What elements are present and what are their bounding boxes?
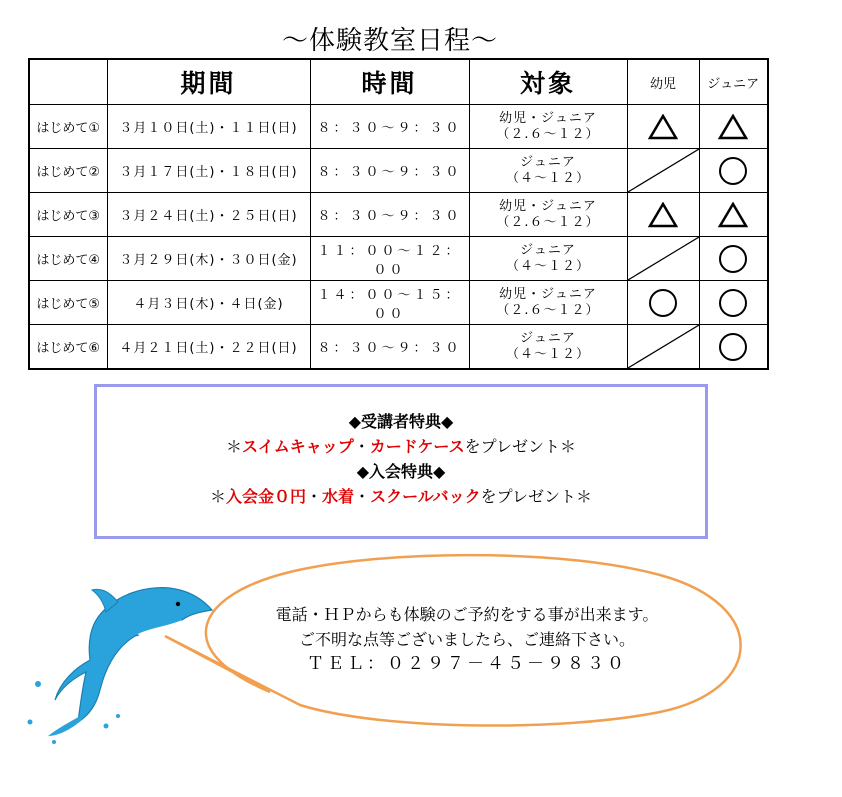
- header-target: 対象: [469, 59, 627, 105]
- benefit-prefix: ＊: [209, 487, 226, 506]
- session-label: はじめて④: [29, 237, 107, 281]
- session-dates: ３月２９日(木)・３０日(金): [107, 237, 310, 281]
- target-age: （４～１２）: [505, 346, 590, 362]
- target-age: （４～１２）: [505, 258, 590, 274]
- dolphin-icon: [28, 588, 213, 744]
- target-name: ジュニア: [520, 242, 576, 258]
- target-age: （２.６～１２）: [496, 214, 600, 230]
- header-junior: ジュニア: [699, 59, 768, 105]
- contact-message: [232, 602, 702, 677]
- session-label: はじめて⑤: [29, 281, 107, 325]
- header-period: 期間: [107, 59, 310, 105]
- benefit-suffix: をプレゼント＊: [464, 437, 576, 456]
- target-name: ジュニア: [520, 154, 576, 170]
- benefit-separator: ・: [353, 437, 370, 456]
- header-infant: 幼児: [627, 59, 699, 105]
- contact-line-2: ご不明な点等ございましたら、ご連絡下さい。: [298, 630, 635, 649]
- splash-drop-icon: [35, 681, 41, 687]
- benefit-suffix: をプレゼント＊: [480, 487, 592, 506]
- benefit-item: スクールバック: [370, 487, 481, 506]
- member-benefit-heading: ◆受講者特典◆: [348, 412, 454, 431]
- session-label: はじめて⑥: [29, 325, 107, 370]
- benefit-item: カードケース: [369, 437, 465, 456]
- join-benefit-heading: ◆入会特典◆: [356, 462, 446, 481]
- session-time: １４：００～１５：００: [310, 281, 469, 325]
- session-time: ８：３０～９：３０: [310, 105, 469, 149]
- benefit-item: スイムキャップ: [242, 437, 354, 456]
- session-label: はじめて②: [29, 149, 107, 193]
- session-dates: ４月３日(木)・４日(金): [107, 281, 310, 325]
- benefit-separator: ・: [354, 487, 371, 506]
- dolphin-tail: [48, 716, 82, 736]
- target-name: 幼児・ジュニア: [499, 286, 597, 302]
- target-name: 幼児・ジュニア: [499, 198, 597, 214]
- session-label: はじめて③: [29, 193, 107, 237]
- session-dates: ３月１０日(土)・１１日(日): [107, 105, 310, 149]
- benefit-item: 水着: [322, 487, 355, 506]
- splash-drop-icon: [116, 714, 120, 718]
- session-time: １１：００～１２：００: [310, 237, 469, 281]
- dolphin-eye: [176, 602, 180, 606]
- contact-phone: ＴＥＬ：０２９７－４５－９８３０: [307, 654, 627, 674]
- benefit-separator: ・: [306, 487, 323, 506]
- session-dates: ４月２１日(土)・２２日(日): [107, 325, 310, 370]
- header-time: 時間: [310, 59, 469, 105]
- target-age: （４～１２）: [505, 170, 590, 186]
- benefit-prefix: ＊: [226, 437, 243, 456]
- splash-drop-icon: [52, 740, 56, 744]
- session-dates: ３月１７日(土)・１８日(日): [107, 149, 310, 193]
- target-age: （２.６～１２）: [496, 126, 600, 142]
- session-time: ８：３０～９：３０: [310, 325, 469, 370]
- session-label: はじめて①: [29, 105, 107, 149]
- session-time: ８：３０～９：３０: [310, 193, 469, 237]
- splash-drop-icon: [28, 720, 33, 725]
- page-title: ～体験教室日程～: [281, 26, 498, 56]
- target-name: ジュニア: [520, 330, 576, 346]
- session-dates: ３月２４日(土)・２５日(日): [107, 193, 310, 237]
- target-name: 幼児・ジュニア: [499, 110, 597, 126]
- splash-drop-icon: [104, 724, 109, 729]
- target-age: （２.６～１２）: [496, 302, 600, 318]
- contact-line-1: 電話・ＨＰからも体験のご予約をする事が出来ます。: [275, 605, 659, 624]
- session-time: ８：３０～９：３０: [310, 149, 469, 193]
- dolphin-body: [55, 588, 212, 722]
- benefit-item: 入会金０円: [226, 487, 307, 506]
